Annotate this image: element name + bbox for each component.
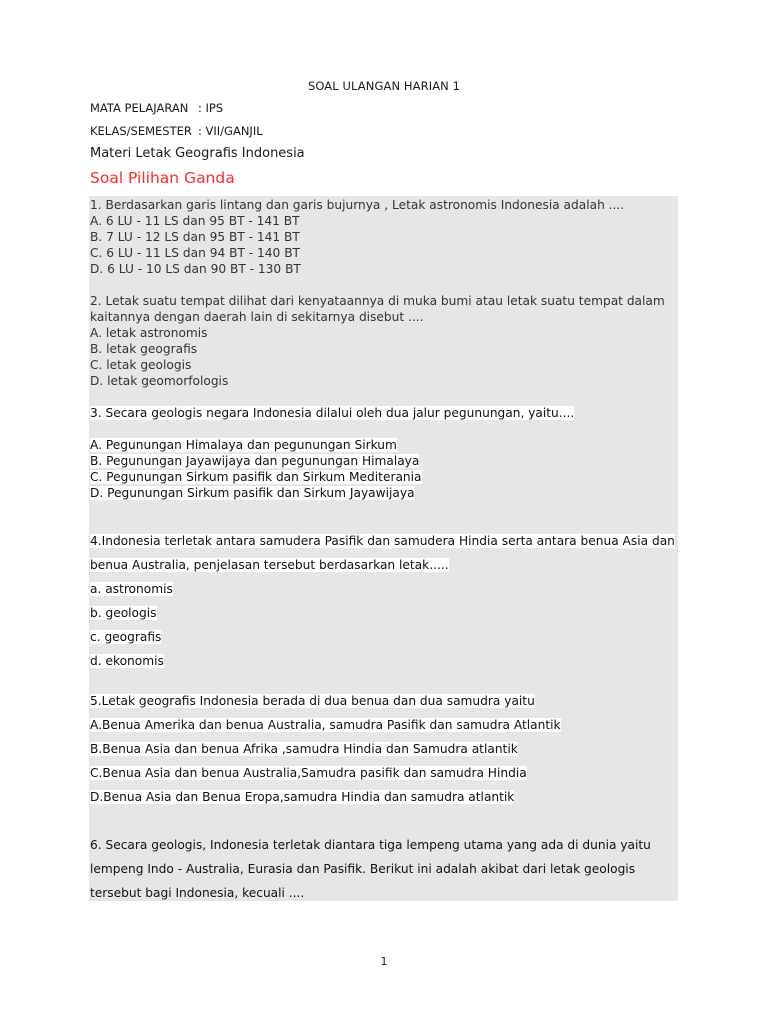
option: D.Benua Asia dan Benua Eropa,samudra Hindia dan samudra atlantik: [90, 790, 515, 804]
class-row: [90, 124, 263, 138]
class-label: KELAS/SEMESTER: [90, 124, 192, 138]
question-text: kaitannya dengan daerah lain di sekitarnya disebut ....: [90, 310, 424, 324]
option: C. 6 LU - 11 LS dan 94 BT - 140 BT: [90, 246, 300, 260]
question-text: 6. Secara geologis, Indonesia terletak diantara tiga lempeng utama yang ada di dunia yaitu: [90, 838, 651, 852]
question-text: 3. Secara geologis negara Indonesia dilalui oleh dua jalur pegunungan, yaitu....: [90, 406, 575, 420]
option: a. astronomis: [90, 582, 173, 596]
option: B. Pegunungan Jayawijaya dan pegunungan Himalaya: [90, 454, 420, 468]
subject-row: [90, 101, 223, 115]
question-text: 1. Berdasarkan garis lintang dan garis bujurnya , Letak astronomis Indonesia adalah ....: [90, 198, 625, 212]
option: A. 6 LU - 11 LS dan 95 BT - 141 BT: [90, 214, 300, 228]
option: C.Benua Asia dan benua Australia,Samudra pasifik dan samudra Hindia: [90, 766, 527, 780]
question-text: tersebut bagi Indonesia, kecuali ....: [90, 886, 305, 900]
option: B.Benua Asia dan benua Afrika ,samudra Hindia dan Samudra atlantik: [90, 742, 518, 756]
class-value: : VII/GANJIL: [198, 124, 263, 138]
subject-value: : IPS: [198, 101, 224, 115]
materi-heading: Materi Letak Geografis Indonesia: [90, 146, 305, 161]
option: A.Benua Amerika dan benua Australia, samudra Pasifik dan samudra Atlantik: [90, 718, 561, 732]
question-text: benua Australia, penjelasan tersebut berdasarkan letak.....: [90, 558, 449, 572]
question-text: lempeng Indo - Australia, Eurasia dan Pasifik. Berikut ini adalah akibat dari letak geologis: [90, 862, 636, 876]
option: c. geografis: [90, 630, 162, 644]
option: D. 6 LU - 10 LS dan 90 BT - 130 BT: [90, 262, 301, 276]
option: D. Pegunungan Sirkum pasifik dan Sirkum Jayawijaya: [90, 486, 415, 500]
option: A. Pegunungan Himalaya dan pegunungan Sirkum: [90, 438, 397, 452]
question-text: 5.Letak geografis Indonesia berada di dua benua dan dua samudra yaitu: [90, 694, 535, 708]
option: D. letak geomorfologis: [90, 374, 229, 388]
option: C. letak geologis: [90, 358, 192, 372]
subject-label: MATA PELAJARAN: [90, 101, 189, 115]
section-title: Soal Pilihan Ganda: [90, 169, 235, 187]
option: C. Pegunungan Sirkum pasifik dan Sirkum Mediterania: [90, 470, 422, 484]
document-title: SOAL ULANGAN HARIAN 1: [307, 79, 461, 93]
option: b. geologis: [90, 606, 157, 620]
option: A. letak astronomis: [90, 326, 208, 340]
option: B. 7 LU - 12 LS dan 95 BT - 141 BT: [90, 230, 300, 244]
question-text: 4.Indonesia terletak antara samudera Pasifik dan samudera Hindia serta antara benua Asia dan: [90, 534, 675, 548]
option: d. ekonomis: [90, 654, 164, 668]
question-text: 2. Letak suatu tempat dilihat dari kenyataannya di muka bumi atau letak suatu tempat dalam: [90, 294, 665, 308]
option: B. letak geografis: [90, 342, 198, 356]
page-number: 1: [380, 955, 388, 968]
